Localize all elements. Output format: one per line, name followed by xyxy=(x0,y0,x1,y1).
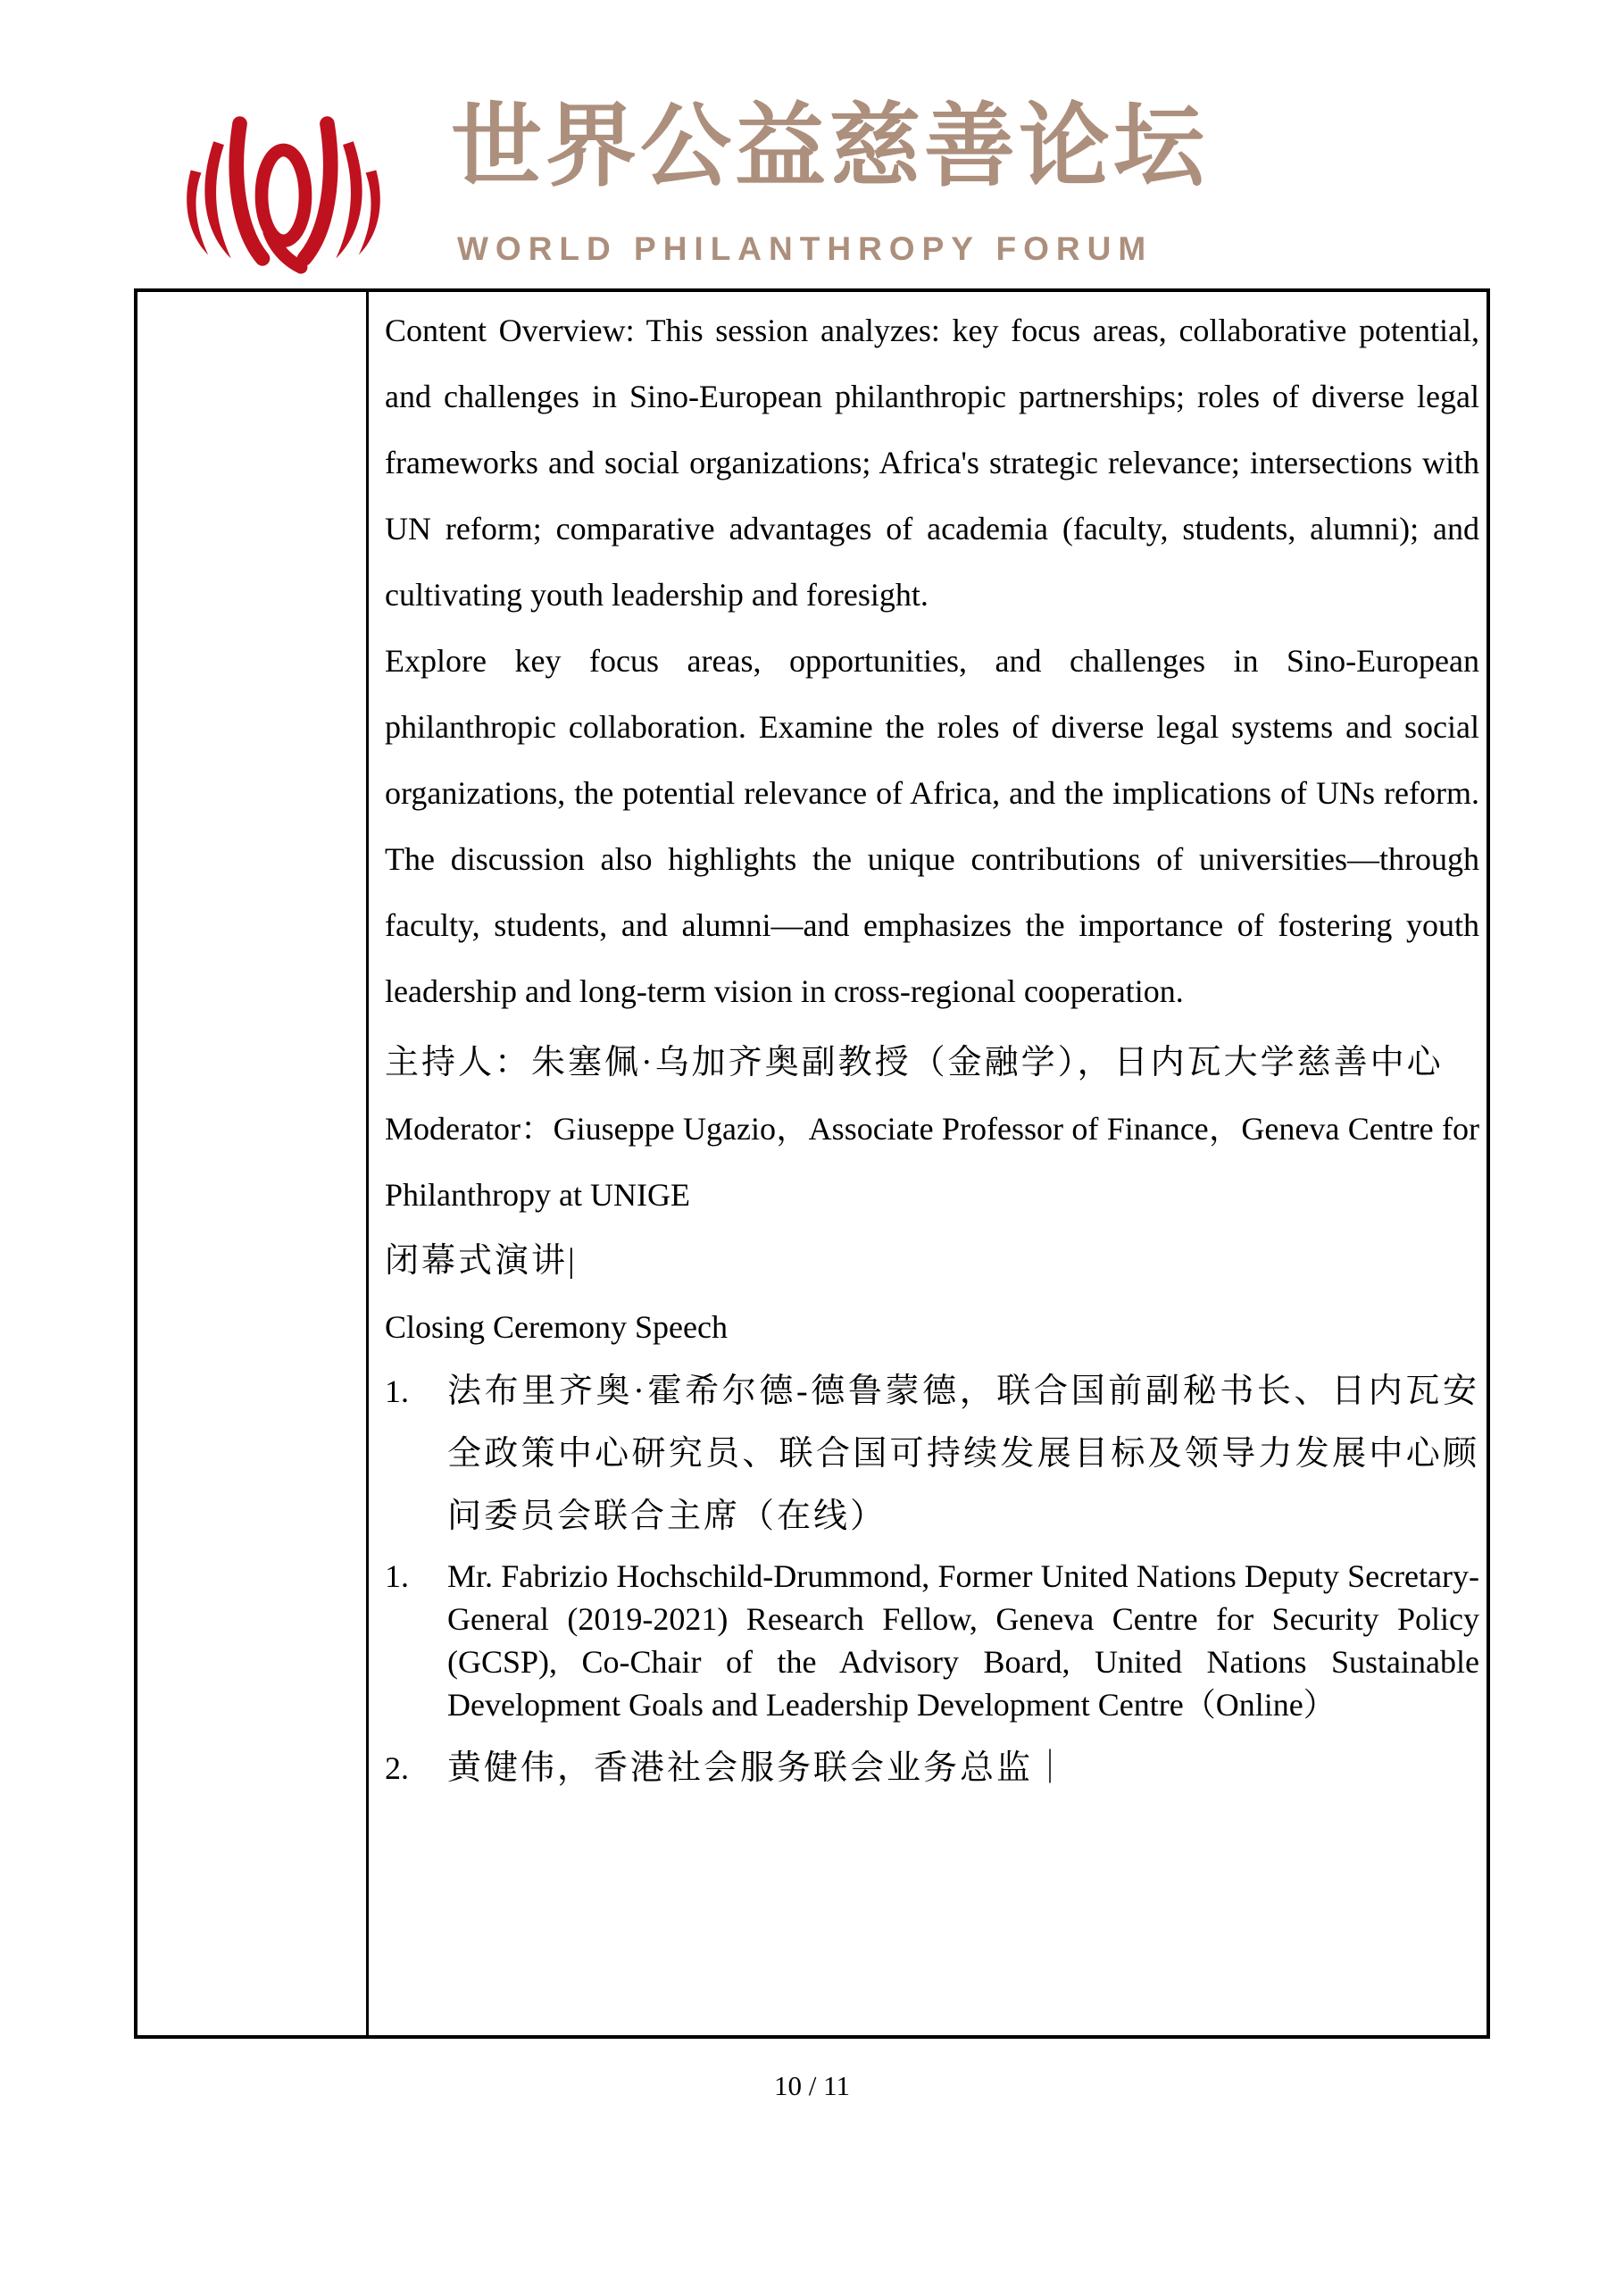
table-cell-left-empty xyxy=(137,292,369,2035)
logo-title-english: WORLD PHILANTHROPY FORUM xyxy=(457,230,1153,267)
speaker-item-text: 黄健伟，香港社会服务联会业务总监｜ xyxy=(447,1749,1070,1787)
content-overview-paragraph: Content Overview: This session analyzes: key focus areas, collaborative potential, and challenges in Sino-European philanthropic partnerships; roles of diverse legal frameworks and social organizations; Africa's strategic relevance; intersections with UN reform; comparative advantages of academia (faculty, students, alumni); and cultivating youth leadership and foresight. xyxy=(385,313,1479,613)
closing-speech-heading-english: Closing Ceremony Speech xyxy=(385,1309,728,1345)
speaker-item-2-chinese xyxy=(385,1737,1479,1799)
page-number: 10 / 11 xyxy=(774,2070,850,2101)
table-cell-session-details xyxy=(369,292,1487,2035)
speaker-item-text: 法布里齐奥·霍希尔德-德鲁蒙德，联合国前副秘书长、日内瓦安全政策中心研究员、联合国可持续发展目标及领导力发展中心顾问委员会联合主席（在线） xyxy=(447,1373,1479,1535)
list-number: 1. xyxy=(385,1373,409,1409)
moderator-line-chinese: 主持人：朱塞佩·乌加齐奥副教授（金融学），日内瓦大学慈善中心 xyxy=(385,1044,1444,1081)
speaker-item-text: Mr. Fabrizio Hochschild-Drummond, Former United Nations Deputy Secretary-General (2019-2021) Research Fellow, Geneva Centre for Security Policy (GCSP), Co-Chair of the Advisory Board, United Nations Sustainable Development Goals and Leadership Development Centre（Online） xyxy=(447,1558,1479,1723)
moderator-line-english: Moderator：Giuseppe Ugazio，Associate Professor of Finance，Geneva Centre for Philanthropy at UNIGE xyxy=(385,1111,1479,1213)
logo-title-chinese: 世界公益慈善论坛 xyxy=(451,93,1208,200)
speaker-item-1-chinese xyxy=(385,1360,1479,1548)
list-number: 2. xyxy=(385,1750,409,1786)
list-number: 1. xyxy=(385,1558,409,1594)
wpf-lotus-logo-icon xyxy=(179,103,388,281)
agenda-table xyxy=(134,288,1490,2039)
session-description-paragraph: Explore key focus areas, opportunities, and challenges in Sino-European philanthropic collaboration. Examine the roles of diverse legal systems and social organizations, the potential relevance of Africa, and the implications of UNs reform. The discussion also highlights the unique contributions of universities—through faculty, students, and alumni—and emphasizes the importance of fostering youth leadership and long-term vision in cross-regional cooperation. xyxy=(385,643,1479,1009)
closing-speech-heading-chinese: 闭幕式演讲| xyxy=(385,1242,578,1280)
speaker-item-1-english xyxy=(385,1555,1479,1726)
